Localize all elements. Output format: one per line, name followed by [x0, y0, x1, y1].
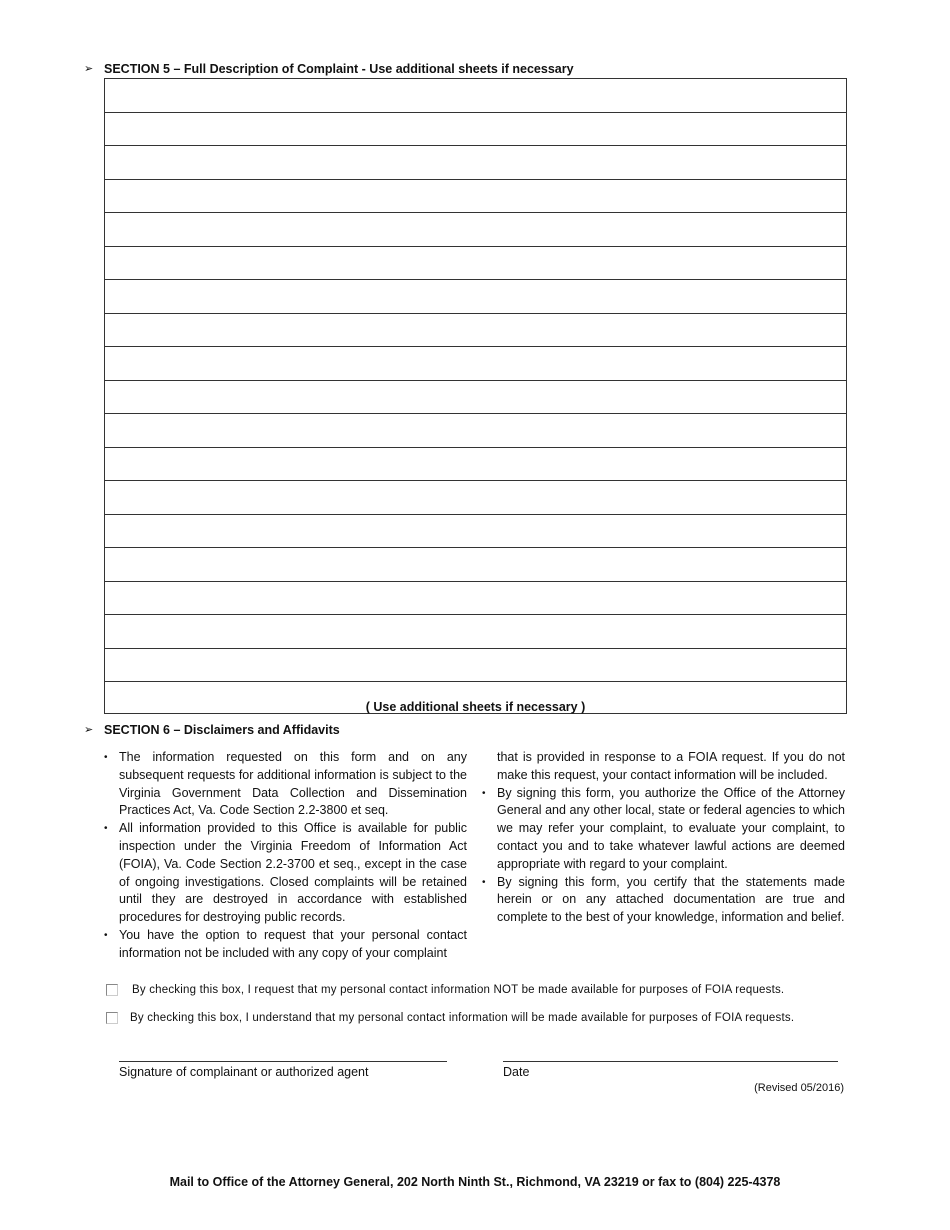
signature-line[interactable] [119, 1061, 447, 1062]
foia-not-available-label: By checking this box, I request that my personal contact information NOT be made available for purposes of FOIA requests. [132, 984, 785, 996]
section5-title: SECTION 5 – Full Description of Complaint - Use additional sheets if necessary [104, 62, 574, 76]
signature-label: Signature of complainant or authorized agent [119, 1065, 369, 1079]
description-line-18[interactable] [105, 649, 846, 683]
description-line-13[interactable] [105, 481, 846, 515]
disclaimer-item: • By signing this form, you certify that the statements made herein or on any attached documentation are true and complete to the best of your knowledge, information and belief. [482, 874, 845, 927]
date-label: Date [503, 1065, 530, 1079]
description-line-16[interactable] [105, 582, 846, 616]
description-line-4[interactable] [105, 180, 846, 214]
description-line-6[interactable] [105, 247, 846, 281]
description-line-3[interactable] [105, 146, 846, 180]
additional-sheets-note: ( Use additional sheets if necessary ) [365, 699, 586, 714]
description-line-12[interactable] [105, 448, 846, 482]
description-line-14[interactable] [105, 515, 846, 549]
revision-date: (Revised 05/2016) [754, 1082, 844, 1094]
foia-available-option [106, 1012, 794, 1024]
description-line-5[interactable] [105, 213, 846, 247]
disclaimer-continuation: that is provided in response to a FOIA request. If you do not make this request, your contact information will be included. [497, 750, 845, 782]
disclaimer-item: • You have the option to request that your personal contact information not be included with any copy of your complaint [104, 927, 467, 963]
description-line-11[interactable] [105, 414, 846, 448]
foia-available-checkbox[interactable] [106, 1012, 118, 1024]
description-line-15[interactable] [105, 548, 846, 582]
description-line-17[interactable] [105, 615, 846, 649]
date-line[interactable] [503, 1061, 838, 1062]
description-line-10[interactable] [105, 381, 846, 415]
disclaimer-item: • The information requested on this form and on any subsequent requests for additional information is subject to the Virginia Government Data Collection and Dissemination Practices Act, Va. Code Section 2.2-3800 et seq. [104, 749, 467, 820]
disclaimer-right-column [482, 749, 845, 927]
section6-title: SECTION 6 – Disclaimers and Affidavits [104, 723, 340, 737]
complaint-description-grid [104, 78, 847, 714]
mailing-address-footer: Mail to Office of the Attorney General, 202 North Ninth St., Richmond, VA 23219 or fax to (804) 225-4378 [169, 1175, 781, 1189]
description-line-2[interactable] [105, 113, 846, 147]
disclaimer-item: • By signing this form, you authorize the Office of the Attorney General and any other local, state or federal agencies to which we may refer your complaint, to evaluate your complaint, to contact you and to take whatever lawful actions are deemed appropriate with regard to your complaint. [482, 785, 845, 874]
description-line-8[interactable] [105, 314, 846, 348]
foia-available-label: By checking this box, I understand that my personal contact information will be made available for purposes of FOIA requests. [130, 1012, 795, 1024]
foia-not-available-option [106, 984, 784, 996]
foia-not-available-checkbox[interactable] [106, 984, 118, 996]
section5-arrow-icon: ➢ [84, 63, 94, 75]
description-line-7[interactable] [105, 280, 846, 314]
description-line-9[interactable] [105, 347, 846, 381]
disclaimer-left-column [104, 749, 467, 963]
description-line-1[interactable] [105, 79, 846, 113]
section6-arrow-icon: ➢ [84, 724, 94, 736]
disclaimer-item: • All information provided to this Office is available for public inspection under the Virginia Freedom of Information Act (FOIA), Va. Code Section 2.2-3700 et seq., except in the case of ongoing investigations. Closed complaints will be retained until they are destroyed in accordance with established procedures for destroying public records. [104, 820, 467, 927]
